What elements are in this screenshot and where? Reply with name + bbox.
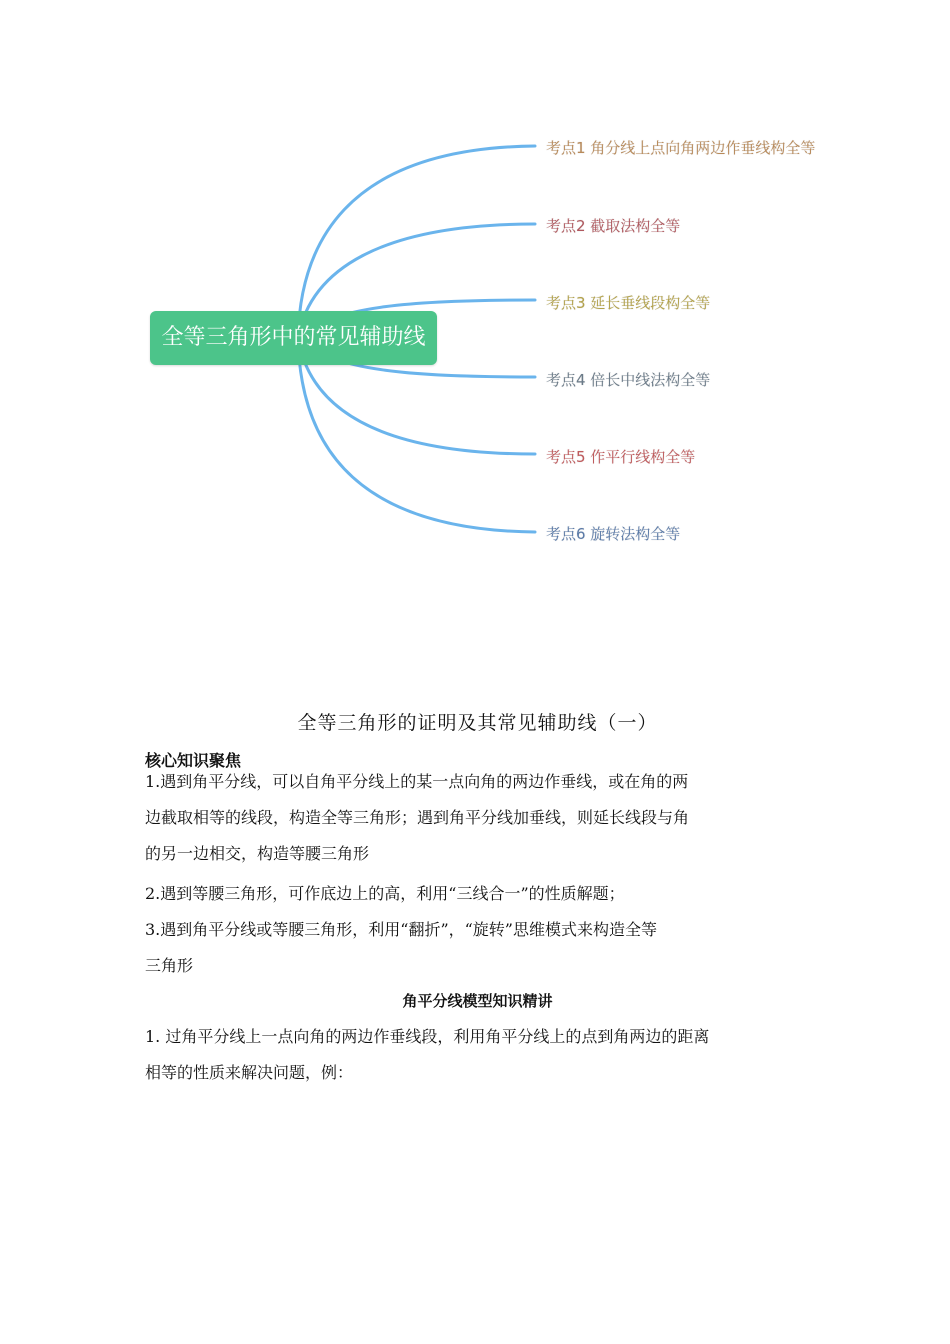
mindmap-connectors [0,0,950,600]
connector-1 [298,146,535,338]
model-subheading: 角平分线模型知识精讲 [402,992,553,1010]
document-title: 全等三角形的证明及其常见辅助线（一） [297,712,658,734]
text-line: 相等的性质来解决问题，例： [145,1063,354,1082]
mindmap-branch-4[interactable]: 考点4 倍长中线法构全等 [546,371,711,389]
knowledge-item-1 [145,764,810,872]
knowledge-item-2 [145,876,810,912]
text-line: 3.遇到角平分线或等腰三角形，利用“翻折”，“旋转”思维模式来构造全等 [145,920,657,939]
mindmap-branch-5[interactable]: 考点5 作平行线构全等 [546,448,696,466]
mindmap-central-node[interactable]: 全等三角形中的常见辅助线 [150,311,437,365]
text-line: 三角形 [145,956,194,975]
text-line: 1.遇到角平分线，可以自角平分线上的某一点向角的两边作垂线，或在角的两 [145,772,689,791]
section-heading: 核心知识聚焦 [145,751,242,770]
connector-6 [298,338,535,532]
text-line: 边截取相等的线段，构造全等三角形；遇到角平分线加垂线，则延长线段与角 [145,808,690,827]
text-line: 2.遇到等腰三角形，可作底边上的高，利用“三线合一”的性质解题； [145,884,625,903]
text-line: 的另一边相交，构造等腰三角形 [145,844,370,863]
mindmap-branch-3[interactable]: 考点3 延长垂线段构全等 [546,294,711,312]
model-item-1 [145,1019,810,1091]
knowledge-item-3 [145,912,810,984]
mindmap-branch-1[interactable]: 考点1 角分线上点向角两边作垂线构全等 [546,139,816,157]
mindmap-branch-2[interactable]: 考点2 截取法构全等 [546,217,681,235]
text-line: 1. 过角平分线上一点向角的两边作垂线段，利用角平分线上的点到角两边的距离 [145,1027,710,1046]
mindmap-branch-6[interactable]: 考点6 旋转法构全等 [546,525,681,543]
